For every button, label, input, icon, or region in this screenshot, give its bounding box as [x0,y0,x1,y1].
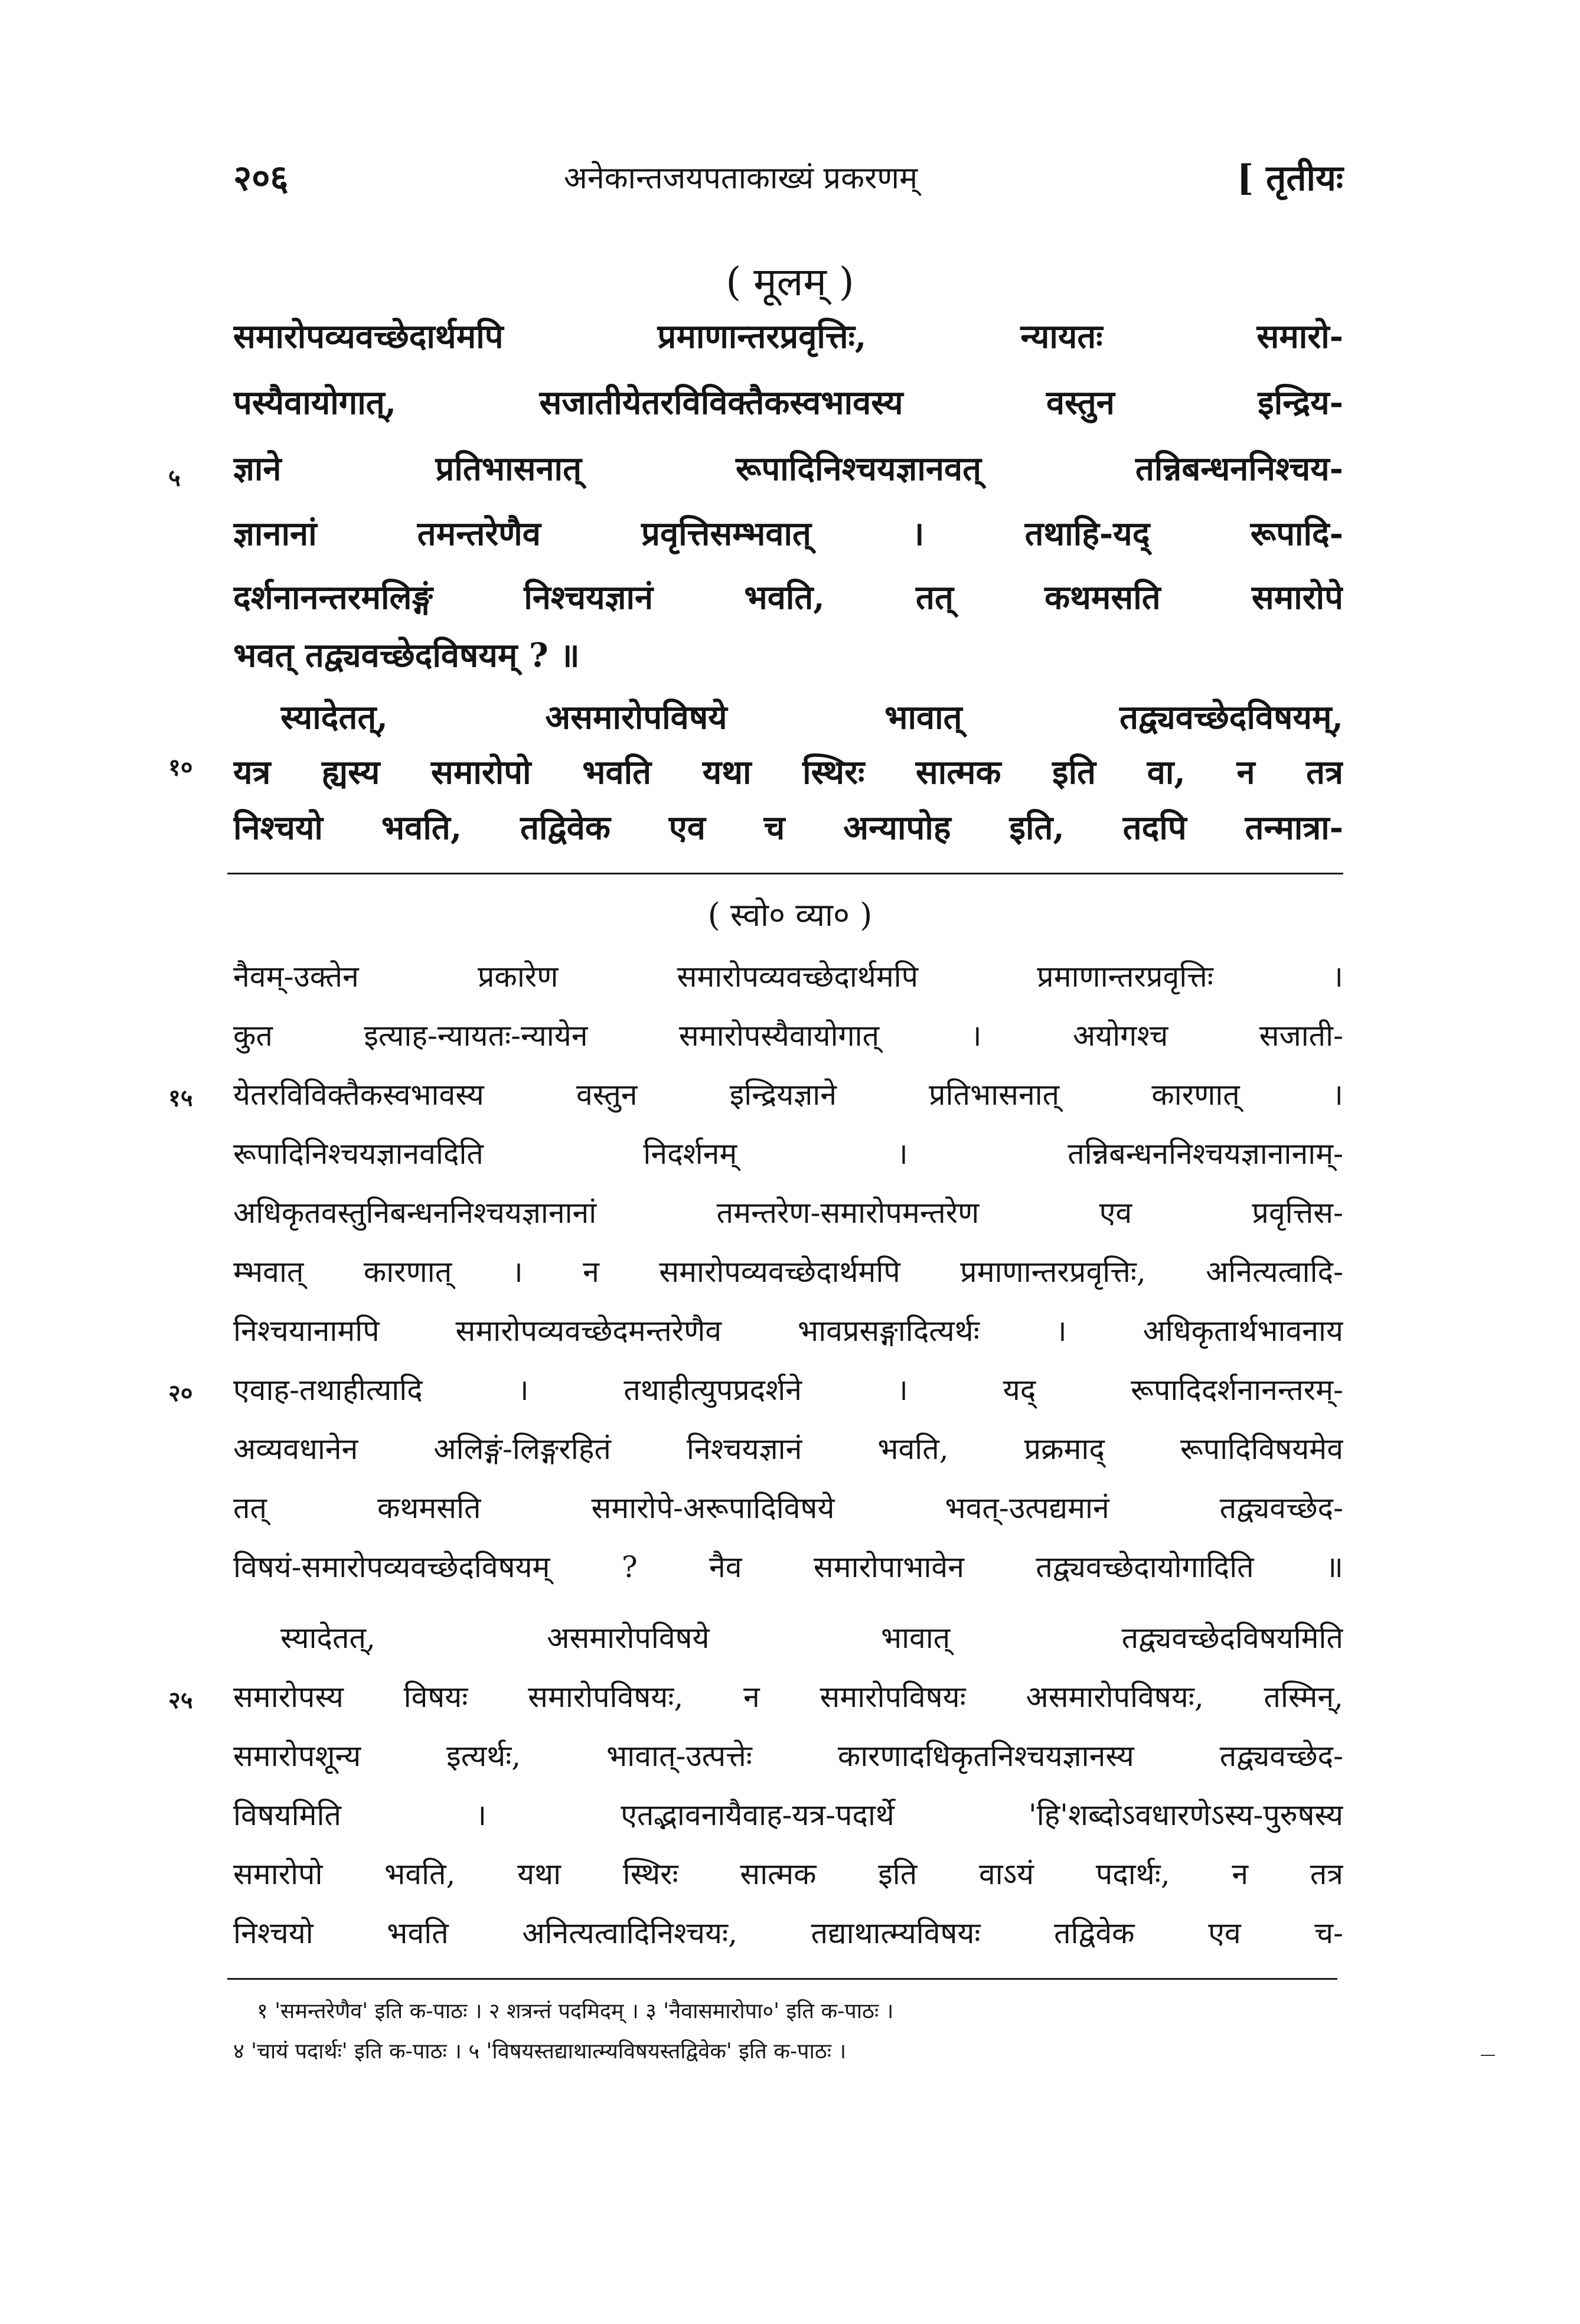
mula-line: पस्यैवायोगात्, सजातीयेतरविविक्तैकस्वभावस्य वस्तुन इन्द्रिय- [233,383,1343,422]
commentary-line: म्भवात् कारणात् । न समारोपव्यवच्छेदार्थमपि प्रमाणान्तरप्रवृत्तिः, अनित्यत्वादि- [233,1255,1343,1289]
commentary-line: नैवम्-उक्तेन प्रकारेण समारोपव्यवच्छेदार्थमपि प्रमाणान्तरप्रवृत्तिः । [233,959,1343,994]
mula-line: भवत् तद्व्यवच्छेदविषयम् ? ॥ [233,636,580,675]
commentary-line: तत् कथमसति समारोपे-अरूपादिविषये भवत्-उत्पद्यमानं तद्व्यवच्छेद- [233,1491,1343,1525]
commentary-line: समारोपस्य विषयः समारोपविषयः, न समारोपविषयः असमारोपविषयः, तस्मिन्, [233,1680,1343,1714]
commentary-line: रूपादिनिश्चयज्ञानवदिति निदर्शनम् । तन्निबन्धननिश्चयज्ञानानाम्- [233,1137,1343,1171]
mula-line: ज्ञानानां तमन्तरेणैव प्रवृत्तिसम्भवात् । तथाहि-यद् रूपादि- [233,514,1343,553]
mula-line: दर्शनानन्तरमलिङ्गं निश्चयज्ञानं भवति, तत् कथमसति समारोपे [233,578,1343,617]
page-number: २०६ [233,158,289,199]
commentary-line: विषयं-समारोपव्यवच्छेदविषयम् ? नैव समारोपाभावेन तद्व्यवच्छेदायोगादिति ॥ [233,1550,1343,1584]
running-header [233,152,1343,205]
section-label: [ तृतीयः [1236,158,1343,199]
commentary-line: एवाह-तथाहीत्यादि । तथाहीत्युपप्रदर्शने । यद् रूपादिदर्शनानन्तरम्- [233,1373,1343,1407]
vyakhya-heading: ( स्वो० व्या० ) [707,896,873,933]
mula-line: ज्ञाने प्रतिभासनात् रूपादिनिश्चयज्ञानवत् तन्निबन्धननिश्चय- [233,449,1343,488]
commentary-line: स्यादेतत्, असमारोपविषये भावात् तद्व्यवच्छेदविषयमिति [280,1621,1343,1655]
commentary-line: येतरविविक्तैकस्वभावस्य वस्तुन इन्द्रियज्ञाने प्रतिभासनात् कारणात् । [233,1078,1343,1112]
mula-heading: ( मूलम् ) [726,259,854,305]
line-number: १५ [168,1084,193,1112]
commentary-line: अव्यवधानेन अलिङ्गं-लिङ्गरहितं निश्चयज्ञानं भवति, प्रक्रमाद् रूपादिविषयमेव [233,1432,1343,1466]
section-divider [227,873,1343,874]
line-number: १० [168,753,193,781]
commentary-line: समारोपशून्य इत्यर्थः, भावात्-उत्पत्तेः कारणादधिकृतनिश्चयज्ञानस्य तद्व्यवच्छेद- [233,1739,1343,1773]
commentary-line: कुत इत्याह-न्यायतः-न्यायेन समारोपस्यैवायोगात् । अयोगश्च सजाती- [233,1019,1343,1053]
running-title: अनेकान्तजयपताकाख्यं प्रकरणम् [564,161,918,196]
footnote-line: १ 'समन्तरेणैव' इति क-पाठः । २ शत्रन्तं पदमिदम् । ३ 'नैवासमारोपा०' इति क-पाठः । [257,1999,894,2023]
footnote-line: ४ 'चायं पदार्थः' इति क-पाठः । ५ 'विषयस्तद्याथात्म्यविषयस्तद्विवेक' इति क-पाठः । [233,2039,847,2064]
mula-line: यत्र ह्यस्य समारोपो भवति यथा स्थिरः सात्मक इति वा, न तत्र [233,753,1343,792]
mula-line: निश्चयो भवति, तद्विवेक एव च अन्यापोह इति, तदपि तन्मात्रा- [233,808,1343,847]
commentary-line: अधिकृतवस्तुनिबन्धननिश्चयज्ञानानां तमन्तरेण-समारोपमन्तरेण एव प्रवृत्तिस- [233,1196,1343,1230]
scan-artifact [1481,2055,1495,2056]
footnote-divider [227,1978,1337,1980]
line-number: २५ [168,1686,193,1714]
mula-line: स्यादेतत्, असमारोपविषये भावात् तद्व्यवच्छेदविषयम्, [280,698,1343,737]
commentary-line: निश्चयो भवति अनित्यत्वादिनिश्चयः, तद्याथात्म्यविषयः तद्विवेक एव च- [233,1916,1343,1950]
commentary-line: समारोपो भवति, यथा स्थिरः सात्मक इति वाऽयं पदार्थः, न तत्र [233,1857,1343,1891]
commentary-line: विषयमिति । एतद्भावनायैवाह-यत्र-पदार्थे 'हि'शब्दोऽवधारणेऽस्य-पुरुषस्य [233,1798,1343,1832]
line-number: २० [168,1379,193,1407]
line-number: ५ [168,464,181,492]
commentary-line: निश्चयानामपि समारोपव्यवच्छेदमन्तरेणैव भावप्रसङ्गादित्यर्थः । अधिकृतार्थभावनाय [233,1314,1343,1348]
mula-line: समारोपव्यवच्छेदार्थमपि प्रमाणान्तरप्रवृत्तिः, न्यायतः समारो- [233,317,1343,356]
